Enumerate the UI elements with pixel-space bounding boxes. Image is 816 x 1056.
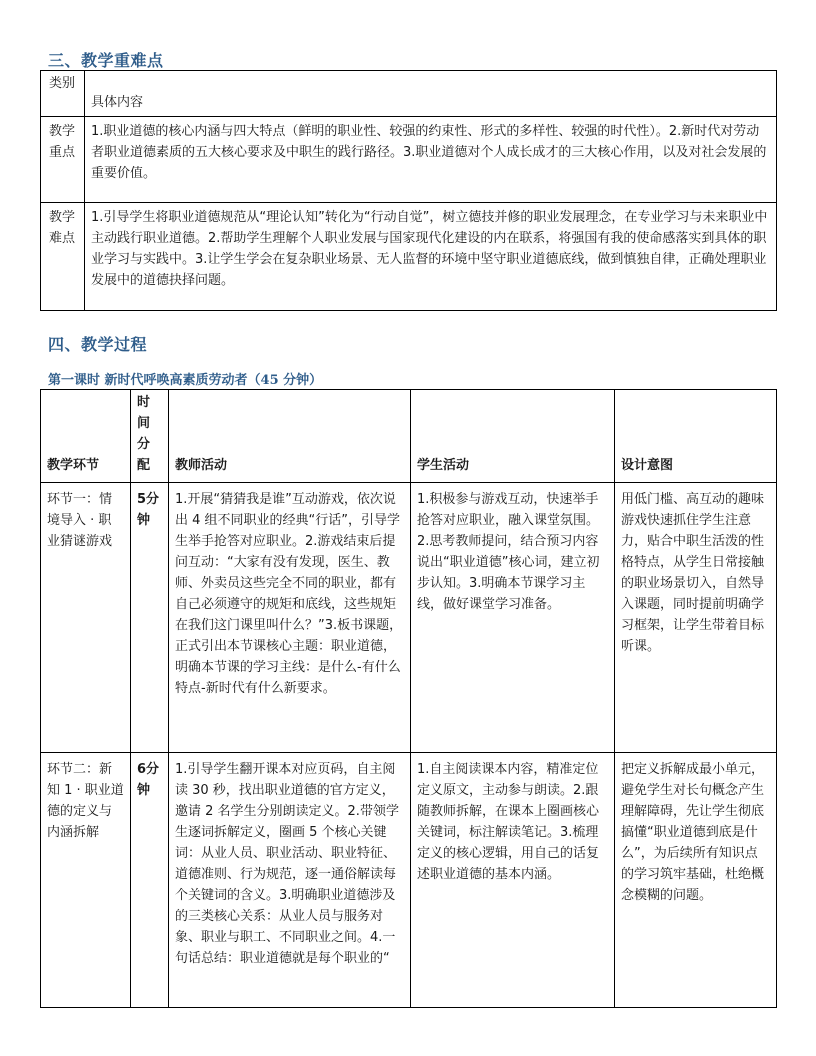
table-row [41, 753, 777, 1008]
section-heading-teaching-process: 四、教学过程 [48, 335, 148, 354]
stage-header: 教学环节 [41, 390, 131, 483]
design-intent-header: 设计意图 [615, 390, 777, 483]
content-difficult-points: 1.引导学生将职业道德规范从“理论认知”转化为“行动自觉”，树立德技并修的职业发展理念，在专业学习与未来职业中主动践行职业道德。2.帮助学生理解个人职业发展与国家现代化建设的内在联系，将强国有我的使命感落实到具体的职业学习与实践中。3.让学生学会在复杂职业场景、无人监督的环境中坚守职业道德底线，做到慎独自律，正确处理职业发展中的道德抉择问题。 [85, 203, 777, 311]
stage-cell: 环节一：情境导入 · 职业猜谜游戏 [41, 483, 131, 753]
student-activity-header: 学生活动 [411, 390, 615, 483]
time-header: 时间分配 [131, 390, 169, 483]
time-cell: 5分钟 [131, 483, 169, 753]
content-header: 具体内容 [85, 71, 777, 117]
table-row [41, 483, 777, 753]
content-key-points: 1.职业道德的核心内涵与四大特点（鲜明的职业性、较强的约束性、形式的多样性、较强的时代性）。2.新时代对劳动者职业道德素质的五大核心要求及中职生的践行路径。3.职业道德对个人成长成才的三大核心作用，以及对社会发展的重要价值。 [85, 117, 777, 203]
stage-cell: 环节二：新知 1 · 职业道德的定义与内涵拆解 [41, 753, 131, 1008]
category-header: 类别 [41, 71, 85, 117]
time-cell: 6分钟 [131, 753, 169, 1008]
teaching-process-table [40, 389, 777, 1008]
design-intent-cell: 用低门槛、高互动的趣味游戏快速抓住学生注意力，贴合中职生活泼的性格特点，从学生日常接触的职业场景切入，自然导入课题，同时提前明确学习框架，让学生带着目标听课。 [615, 483, 777, 753]
table-header-row [41, 390, 777, 483]
teacher-activity-cell: 1.开展“猜猜我是谁”互动游戏，依次说出 4 组不同职业的经典“行话”，引导学生举手抢答对应职业。2.游戏结束后提问互动：“大家有没有发现，医生、教师、外卖员这些完全不同的职业，都有自己必须遵守的规矩和底线，这些规矩在我们这门课里叫什么？”3.板书课题，正式引出本节课核心主题：职业道德，明确本节课的学习主线：是什么-有什么特点-新时代有什么新要求。 [169, 483, 411, 753]
student-activity-cell: 1.积极参与游戏互动，快速举手抢答对应职业，融入课堂氛围。2.思考教师提问，结合预习内容说出“职业道德”核心词，建立初步认知。3.明确本节课学习主线，做好课堂学习准备。 [411, 483, 615, 753]
teacher-activity-cell [169, 753, 411, 1008]
design-intent-cell: 把定义拆解成最小单元，避免学生对长句概念产生理解障碍，先让学生彻底搞懂“职业道德到底是什么”，为后续所有知识点的学习筑牢基础，杜绝概念模糊的问题。 [615, 753, 777, 1008]
teacher-activity-text: 1.引导学生翻开课本对应页码，自主阅读 30 秒，找出职业道德的官方定义，邀请 2 名学生分别朗读定义。2.带领学生逐词拆解定义，圈画 5 个核心关键词：从业人员、职业活动、职业特征、道德准则、行为规范，逐一通俗解读每个关键词的含义。3.明确职业道德涉及的三类核心关系：从业人员与服务对象、职业与职工、不同职业之间。4.一句话总结：职业道德就是每个职业的“ [175, 762, 399, 966]
category-difficult-points: 教学难点 [41, 203, 85, 311]
teacher-activity-header: 教师活动 [169, 390, 411, 483]
table-header-row [41, 71, 777, 117]
table-row [41, 117, 777, 203]
category-key-points: 教学重点 [41, 117, 85, 203]
student-activity-cell: 1.自主阅读课本内容，精准定位定义原文，主动参与朗读。2.跟随教师拆解，在课本上圈画核心关键词，标注解读笔记。3.梳理定义的核心逻辑，用自己的话复述职业道德的基本内涵。 [411, 753, 615, 1008]
key-points-table [40, 70, 777, 311]
lesson-subheading: 第一课时 新时代呼唤高素质劳动者（45 分钟） [48, 373, 323, 388]
table-row [41, 203, 777, 311]
section-heading-key-difficult-points: 三、教学重难点 [48, 51, 164, 70]
